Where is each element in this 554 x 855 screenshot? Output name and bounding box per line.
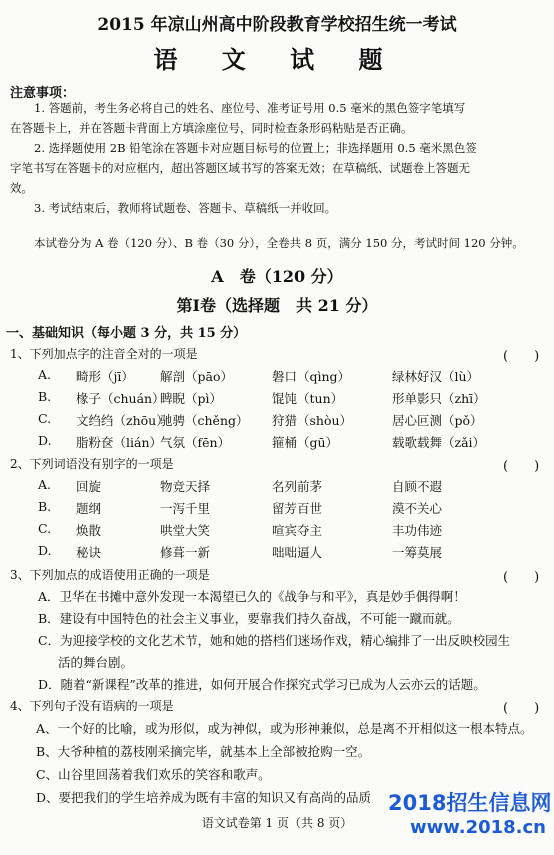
- q2-option-item: 秘诀: [76, 545, 102, 560]
- notice-p2c: 效。: [10, 181, 33, 195]
- q1-option-item: 驰骋（chěng）: [160, 413, 249, 428]
- q1-option-item: 磐口（qìng）: [272, 369, 351, 384]
- q2-option-label: C.: [38, 521, 52, 536]
- watermark-name: 2018招生信息网: [388, 791, 552, 815]
- notice-p2b: 字笔书写在答题卡的对应框内，超出答题区域书写的答案无效；在草稿纸、试题卷上答题无: [10, 161, 470, 175]
- q2-option-item: 名列前茅: [272, 479, 323, 494]
- q4-stem: 4、下列句子没有语病的一项是: [10, 699, 174, 713]
- q2-option-item: 一泻千里: [160, 501, 211, 516]
- notice-heading: 注意事项：: [10, 86, 76, 101]
- subject-title: 语 文 试 题: [153, 45, 401, 74]
- q2-option-label: A.: [38, 477, 52, 492]
- q1-option-item: 气氛（fēn）: [160, 435, 231, 450]
- q1-option-item: 解剖（pāo）: [160, 369, 233, 384]
- notice-p1a: 1. 答题前，考生务必将自己的姓名、座位号、准考证号用 0.5 毫米的黑色签字笔填写: [34, 101, 466, 115]
- notice-p1b: 在答题卡上，并在答题卡背面上方填涂座位号，同时检查条形码粘贴是否正确。: [10, 121, 413, 135]
- q1-option-label: C.: [38, 411, 52, 426]
- q2-option-item: 回旋: [76, 479, 102, 494]
- q1-option-item: 狩猎（shòu）: [272, 413, 353, 428]
- q2-option-item: 哄堂大笑: [160, 523, 211, 538]
- q2-option-item: 喧宾夺主: [272, 523, 323, 538]
- q2-option-item: 自顾不遐: [392, 479, 443, 494]
- q1-option-item: 睥睨（pì）: [160, 391, 222, 406]
- q1-answer-paren: ( ): [503, 349, 540, 364]
- q3-option-a: A．卫华在书摊中意外发现一本渴望已久的《战争与和平》，真是妙手偶得啊！: [38, 589, 466, 604]
- q3-option-c-line2: 活的舞台剧。: [58, 655, 134, 670]
- q4-option-d: D、要把我们的学生培养成为既有丰富的知识又有高尚的品质: [36, 790, 372, 805]
- q1-option-item: 形单影只（zhī）: [392, 391, 486, 406]
- q1-option-item: 绿林好汉（lù）: [392, 369, 480, 384]
- q2-option-item: 咄咄逼人: [272, 545, 323, 560]
- q3-stem: 3、下列加点的成语使用正确的一项是: [10, 568, 210, 582]
- basics-heading: 一、基础知识（每小题 3 分，共 15 分）: [6, 326, 247, 341]
- q1-option-label: B.: [38, 389, 52, 404]
- q1-option-item: 脂粉奁（lián）: [76, 435, 162, 450]
- q4-option-a: A、一个好的比喻，或为形似，或为神似，或为形神兼似，总是离不开相似这一根本特点。: [36, 721, 533, 736]
- notice-p3: 3. 考试结束后，教师将试题卷、答题卡、草稿纸一并收回。: [34, 201, 337, 215]
- q4-option-c: C、山谷里回荡着我们欢乐的笑容和歌声。: [36, 767, 271, 782]
- exam-summary: 本试卷分为 A 卷（120 分）、B 卷（30 分），全卷共 8 页，满分 150 分，考试时间 120 分钟。: [34, 236, 524, 250]
- q1-option-item: 馄饨（tun）: [272, 391, 344, 406]
- q1-option-item: 居心叵测（pǒ）: [392, 413, 483, 428]
- q2-option-item: 物竞天择: [160, 479, 211, 494]
- q1-option-item: 畸形（jī）: [76, 369, 134, 384]
- q2-option-label: B.: [38, 499, 52, 514]
- watermark-url: www.2018.cn: [410, 817, 546, 838]
- q2-option-item: 丰功伟迹: [392, 523, 443, 538]
- q2-stem: 2、下列词语没有别字的一项是: [10, 457, 174, 471]
- a-volume-heading: A 卷（120 分）: [211, 267, 343, 286]
- q3-option-c-line1: C．为迎接学校的文化艺术节，她和她的搭档们迷场作戏，精心编排了一出反映校园生: [38, 633, 511, 648]
- q1-option-item: 文绉绉（zhōu）: [76, 413, 169, 428]
- q4-answer-paren: ( ): [503, 701, 540, 716]
- exam-title: 2015 年凉山州高中阶段教育学校招生统一考试: [97, 15, 457, 35]
- page-footer: 语文试卷第 1 页（共 8 页）: [201, 816, 353, 830]
- q1-option-item: 椽子（chuán）: [76, 391, 165, 406]
- notice-p2a: 2. 选择题使用 2B 铅笔涂在答题卡对应题目标号的位置上；非选择题用 0.5 毫米黑色签: [34, 141, 477, 155]
- q1-option-label: A.: [38, 367, 52, 382]
- q1-stem: 1、下列加点字的注音全对的一项是: [10, 347, 198, 361]
- q1-option-item: 载歌载舞（zǎi）: [392, 435, 486, 450]
- q3-answer-paren: ( ): [503, 570, 540, 585]
- part1-heading: 第Ⅰ卷（选择题 共 21 分）: [176, 296, 378, 315]
- q1-option-item: 箍桶（gū）: [272, 435, 339, 450]
- q2-option-item: 留芳百世: [272, 501, 323, 516]
- q1-option-label: D.: [38, 433, 52, 448]
- q2-option-item: 修葺一新: [160, 545, 211, 560]
- q2-answer-paren: ( ): [503, 459, 540, 474]
- q2-option-item: 一筹莫展: [392, 545, 443, 560]
- q2-option-label: D.: [38, 543, 52, 558]
- q2-option-item: 题纲: [76, 501, 102, 516]
- q3-option-d: D．随着“新课程”改革的推进，如何开展合作探究式学习已成为人云亦云的话题。: [38, 677, 486, 692]
- q4-option-b: B、大爷种植的荔枝刚采摘完毕，就基本上全部被抢购一空。: [36, 744, 371, 759]
- q2-option-item: 漠不关心: [392, 501, 443, 516]
- q3-option-b: B．建设有中国特色的社会主义事业，要靠我们持久奋战，不可能一蹴而就。: [38, 611, 460, 626]
- q2-option-item: 焕散: [76, 523, 102, 538]
